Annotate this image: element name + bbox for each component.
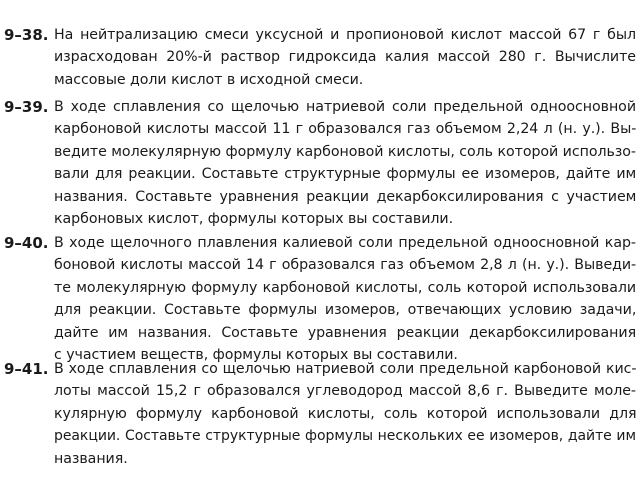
text-line: карбоновой кислоты массой 11 г образовался газ объемом 2,24 л (н. у.). Вы- xyxy=(54,121,637,138)
text-line: названия. xyxy=(54,450,128,467)
text-line: вали для реакции. Составьте структурные формулы ее изомеров, дайте им xyxy=(54,166,637,183)
text-line: с участием веществ, формулы которых вы составили. xyxy=(54,346,458,363)
text-line: названия. Составьте уравнения реакции декарбоксилирования с участием xyxy=(54,188,637,205)
text-line: В ходе щелочного плавления калиевой соли предельной одноосновной кар- xyxy=(54,235,636,251)
text-line: массовые доли кислот в исходной смеси. xyxy=(54,71,364,88)
problem-number: 9–39. xyxy=(4,98,49,116)
text-line: карбоновых кислот, формулы которых вы составили. xyxy=(54,210,454,227)
problem-9-39 xyxy=(4,96,636,230)
text-line: для реакции. Составьте формулы изомеров, отвечающих условию задачи, xyxy=(54,302,637,319)
problem-9-40 xyxy=(4,232,636,366)
problem-text xyxy=(54,96,636,230)
text-line: В ходе сплавления со щелочью натриевой соли предельной одноосновной xyxy=(54,99,636,115)
problem-number: 9–41. xyxy=(4,360,49,378)
text-line: кулярную формулу карбоновой кислоты, соль которой использовали для xyxy=(54,405,637,422)
text-line: боновой кислоты массой 14 г образовался газ объемом 2,8 л (н. у.). Выведи- xyxy=(54,257,637,274)
text-line: На нейтрализацию смеси уксусной и пропионовой кислот массой 67 г был xyxy=(54,27,636,43)
text-line: реакции. Составьте структурные формулы нескольких ее изомеров, дайте им xyxy=(54,428,636,445)
problem-number: 9–38. xyxy=(4,26,49,44)
text-line: израсходован 20%-й раствор гидроксида калия массой 280 г. Вычислите xyxy=(54,49,636,66)
problem-number: 9–40. xyxy=(4,234,49,252)
problem-text xyxy=(54,232,636,366)
problem-text xyxy=(54,358,636,470)
text-line: лоты массой 15,2 г образовался углеводород массой 8,6 г. Выведите моле- xyxy=(54,383,636,400)
problem-text xyxy=(54,24,636,91)
text-line: ведите молекулярную формулу карбоновой кислоты, соль которой использо- xyxy=(54,143,636,160)
text-line: В ходе сплавления со щелочью натриевой соли предельной карбоновой кис- xyxy=(54,361,637,377)
text-line: те молекулярную формулу карбоновой кислоты, соль которой использовали xyxy=(54,279,637,296)
problem-9-38 xyxy=(4,24,636,91)
problem-9-41 xyxy=(4,358,636,470)
text-line: дайте им названия. Составьте уравнения реакции декарбоксилирования xyxy=(54,324,637,341)
